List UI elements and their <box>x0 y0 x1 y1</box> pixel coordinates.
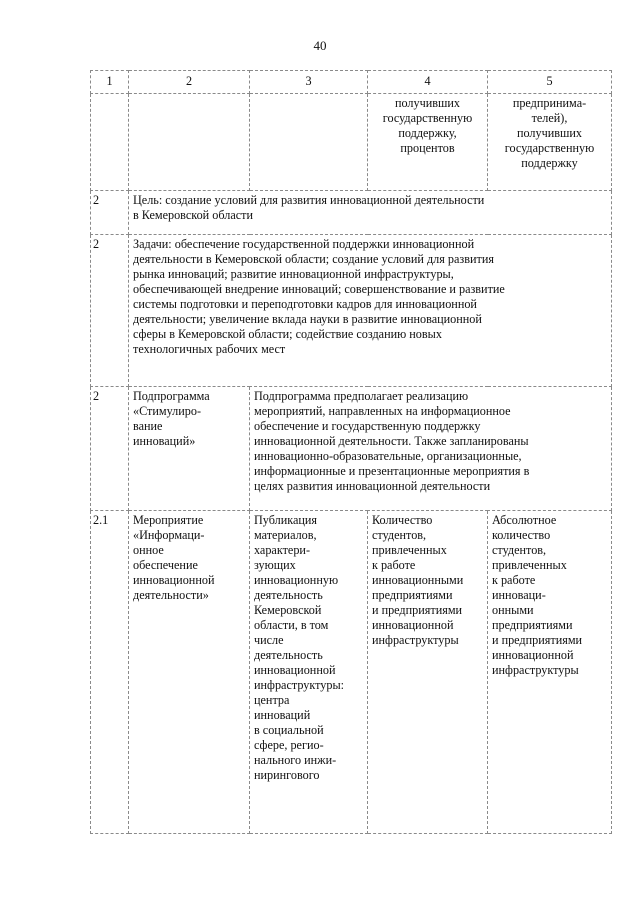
header-col-2: 2 <box>129 71 250 94</box>
cell-method-continued: предпринима- телей), получивших государственную поддержку <box>488 94 612 191</box>
goal-text: Цель: создание условий для развития инновационной деятельности в Кемеровской области <box>129 191 612 235</box>
row-number: 2 <box>91 387 129 511</box>
header-col-1: 1 <box>91 71 129 94</box>
header-col-4: 4 <box>368 71 488 94</box>
cell-indicator-continued: получивших государственную поддержку, процентов <box>368 94 488 191</box>
measure-name: Мероприятие «Информаци- онное обеспечение инновационной деятельности» <box>129 511 250 834</box>
table-header-row <box>91 71 612 94</box>
table-row-goal <box>91 191 612 235</box>
header-col-3: 3 <box>250 71 368 94</box>
subprogram-name: Подпрограмма «Стимулиро- вание инноваций» <box>129 387 250 511</box>
tasks-text: Задачи: обеспечение государственной поддержки инновационной деятельности в Кемеровской области; создание условий для развития рынка инноваций; развитие инновационной инфраструктуры, обеспечивающей внедрение инноваций; совершенствование и развитие системы подготовки и переподготовки кадров для инновационной деятельности; увеличение вклада науки в развитие инновационной сферы в Кемеровской области; содействие созданию новых технологичных рабочих мест <box>129 235 612 387</box>
row-number: 2 <box>91 235 129 387</box>
measure-indicator: Количество студентов, привлеченных к работе инновационными предприятиями и предприятиями инновационной инфраструктуры <box>368 511 488 834</box>
measure-content: Публикация материалов, характери- зующих инновационную деятельность Кемеровской области, в том числе деятельность инновационной инфраструктуры: центра инноваций в социальной сфере, регио- нального инжи- нирингового <box>250 511 368 834</box>
table-row-tasks <box>91 235 612 387</box>
program-table <box>90 70 612 834</box>
header-col-5: 5 <box>488 71 612 94</box>
cell-empty <box>91 94 129 191</box>
cell-empty <box>250 94 368 191</box>
measure-method: Абсолютное количество студентов, привлеченных к работе инноваци- онными предприятиями и предприятиями инновационной инфраструктуры <box>488 511 612 834</box>
row-number: 2 <box>91 191 129 235</box>
page-number: 40 <box>313 38 327 53</box>
table-row-measure <box>91 511 612 834</box>
table-row-subprogram <box>91 387 612 511</box>
table-row-continued <box>91 94 612 191</box>
subprogram-description: Подпрограмма предполагает реализацию мероприятий, направленных на информационное обеспечение и государственную поддержку инновационной деятельности. Также запланированы инновационно-образовательные, организационные, информационные и презентационные мероприятия в целях развития инновационной деятельности <box>250 387 612 511</box>
row-number: 2.1 <box>91 511 129 834</box>
cell-empty <box>129 94 250 191</box>
